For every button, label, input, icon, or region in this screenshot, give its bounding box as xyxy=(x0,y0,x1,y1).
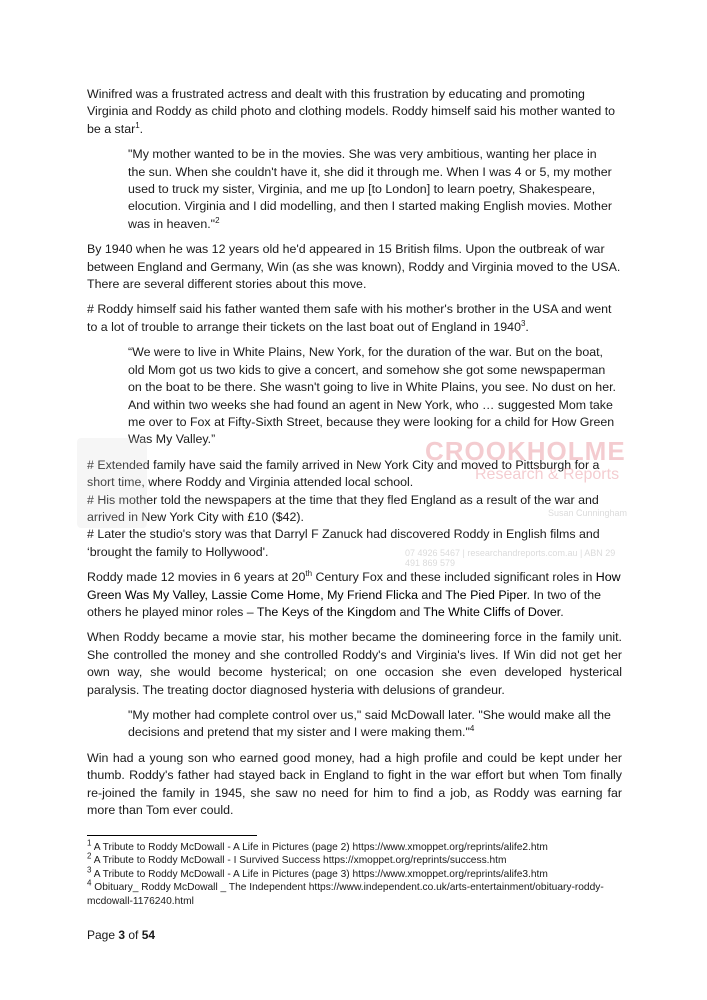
watermark-name: Susan Cunningham xyxy=(547,508,627,518)
text-run: . xyxy=(560,604,564,619)
paragraph-win: Win had a young son who earned good money, had a high profile and could be kept under her thumb. Roddy's father had stayed back in England to fight in the war effort but when Tom finally re-joined the family in 1945, she saw no need for him to find a job, as Roddy was earning far more than Tom ever could. xyxy=(87,750,622,818)
footnote-divider xyxy=(87,835,257,836)
footnotes xyxy=(87,835,622,908)
ordinal-suffix: th xyxy=(305,569,313,579)
footnote-ref[interactable]: 4 xyxy=(469,724,475,734)
paragraph-father: # Roddy himself said his father wanted them safe with his mother's brother in the USA and went to a lot of trouble to arrange their tickets on the last boat out of England in 1940$^3$. xyxy=(87,302,612,334)
quote-block xyxy=(128,146,616,233)
footnote-number: 3 xyxy=(87,865,92,875)
page-prefix: Page xyxy=(87,928,119,942)
text-run: Roddy made 12 movies in 6 years at 20 xyxy=(87,570,306,585)
quote-text: "My mother wanted to be in the movies. She was very ambitious, wanting her place in the sun. When she couldn't have it, she did it through me. When I was 4 or 5, my mother used to truck my sister, Virginia, and me up [to London] to learn poetry, Shakespeare, elocution. Virginia and I did modelling, and then I started making English movies. Mother was in heaven." xyxy=(128,147,612,231)
film-titles: How Green Was My Valley, Lassie Come Home, My Friend Flicka xyxy=(87,570,621,602)
film-title: The White Cliffs of Dover xyxy=(423,604,561,619)
paragraph-text: # Roddy himself said his father wanted them safe with his mother's brother in the USA and went to a lot of trouble to arrange their tickets on the last boat out of England in 1940 xyxy=(87,302,612,334)
paragraph-text: Winifred was a frustrated actress and dealt with this frustration by educating and promoting Virginia and Roddy as child photo and clothing models. Roddy himself said his mother wanted to be a star xyxy=(87,87,616,136)
text-run: Century Fox and these included significant roles in xyxy=(312,570,596,585)
story-item: # Later the studio's story was that Darryl F Zanuck had discovered Roddy in English films and ‘brought the family to Hollywood'. xyxy=(87,527,600,559)
quote-block xyxy=(128,707,616,742)
quote-text: "My mother had complete control over us," said McDowall later. "She would make all the decisions and pretend that my sister and I were making them." xyxy=(128,708,611,740)
footnote-text[interactable]: A Tribute to Roddy McDowall - A Life in Pictures (page 2) https://www.xmoppet.org/reprints/alife2.htm xyxy=(91,842,548,853)
footnote-number: 1 xyxy=(87,838,92,848)
footnote-list xyxy=(87,838,622,908)
watermark-title: CROOKHOLME xyxy=(425,436,626,466)
footnote-ref[interactable]: 1 xyxy=(135,120,140,130)
footnote-number: 2 xyxy=(87,852,92,862)
footnote-item xyxy=(87,838,622,854)
story-list xyxy=(87,457,622,561)
paragraph-1940: By 1940 when he was 12 years old he'd appeared in 15 British films. Upon the outbreak of war between England and Germany, Win (as she was known), Roddy and Virginia moved to the USA. There are several different stories about this move. xyxy=(87,242,621,292)
footnote-text[interactable]: A Tribute to Roddy McDowall - A Life in Pictures (page 3) https://www.xmoppet.org/reprints/alife3.htm xyxy=(91,868,548,880)
footnote-item xyxy=(87,865,622,881)
footnote-number: 4 xyxy=(87,878,92,888)
story-item: # His mother told the newspapers at the time that they fled England as a result of the war and arrived in New York City with £10 ($42). xyxy=(87,492,599,524)
text-run: . In two of the others he played minor roles – xyxy=(87,587,601,619)
footnote-item xyxy=(87,854,622,867)
page-number xyxy=(87,928,155,942)
current-page: 3 xyxy=(118,928,126,942)
paragraph-mother-control: When Roddy became a movie star, his mother became the domineering force in the family unit. She controlled the money and she controlled Roddy's and Virginia's lives. If Win did not get her own way, she would become hysterical; on one occasion she even developed hysterical paralysis. The treating doctor diagnosed hysteria with delusions of grandeur. xyxy=(87,630,622,697)
footnote-text[interactable]: A Tribute to Roddy McDowall - I Survived Success https://xmoppet.org/reprints/success.htm xyxy=(91,855,507,867)
page-of: of xyxy=(125,928,142,942)
paragraph-movies xyxy=(87,569,622,621)
film-title: The Keys of the Kingdom xyxy=(256,604,397,619)
footnote-ref[interactable]: 3 xyxy=(520,318,526,328)
watermark-subtitle: Research & Reports xyxy=(475,466,620,483)
film-title: The Pied Piper xyxy=(445,587,527,602)
text-run: and xyxy=(396,604,424,619)
quote-block: “We were to live in White Plains, New York, for the duration of the war. But on the boat, old Mom got us two kids to give a concert, and somehow she got some newspaperman on the boat to be there. She wasn't going to live in White Plains, you see. No dust on her. And within two weeks she had found an agent in New York, who … suggested Mom take me over to Fox at Fifty-Sixth Street, because they were looking for a child for How Green Was My Valley.” xyxy=(128,345,616,447)
footnote-text[interactable]: Obituary_ Roddy McDowall _ The Independent https://www.independent.co.uk/arts-entertainment/obituary-roddy-mcdowall-1176240.html xyxy=(87,882,604,907)
text-run: and xyxy=(417,587,446,602)
watermark-contact: 07 4926 5467 | researchandreports.com.au | ABN 29 491 869 579 xyxy=(405,548,616,568)
footnote-ref[interactable]: 2 xyxy=(215,215,220,225)
footnote-item xyxy=(87,878,622,908)
document-body xyxy=(87,86,622,827)
total-pages: 54 xyxy=(141,928,156,942)
story-item: # Extended family have said the family arrived in New York City and moved to Pittsburgh for a short time, where Roddy and Virginia attended local school. xyxy=(87,457,600,490)
paragraph-intro: Winifred was a frustrated actress and dealt with this frustration by educating and promoting Virginia and Roddy as child photo and clothing models. Roddy himself said his mother wanted to be a star$^1$. xyxy=(87,87,616,136)
